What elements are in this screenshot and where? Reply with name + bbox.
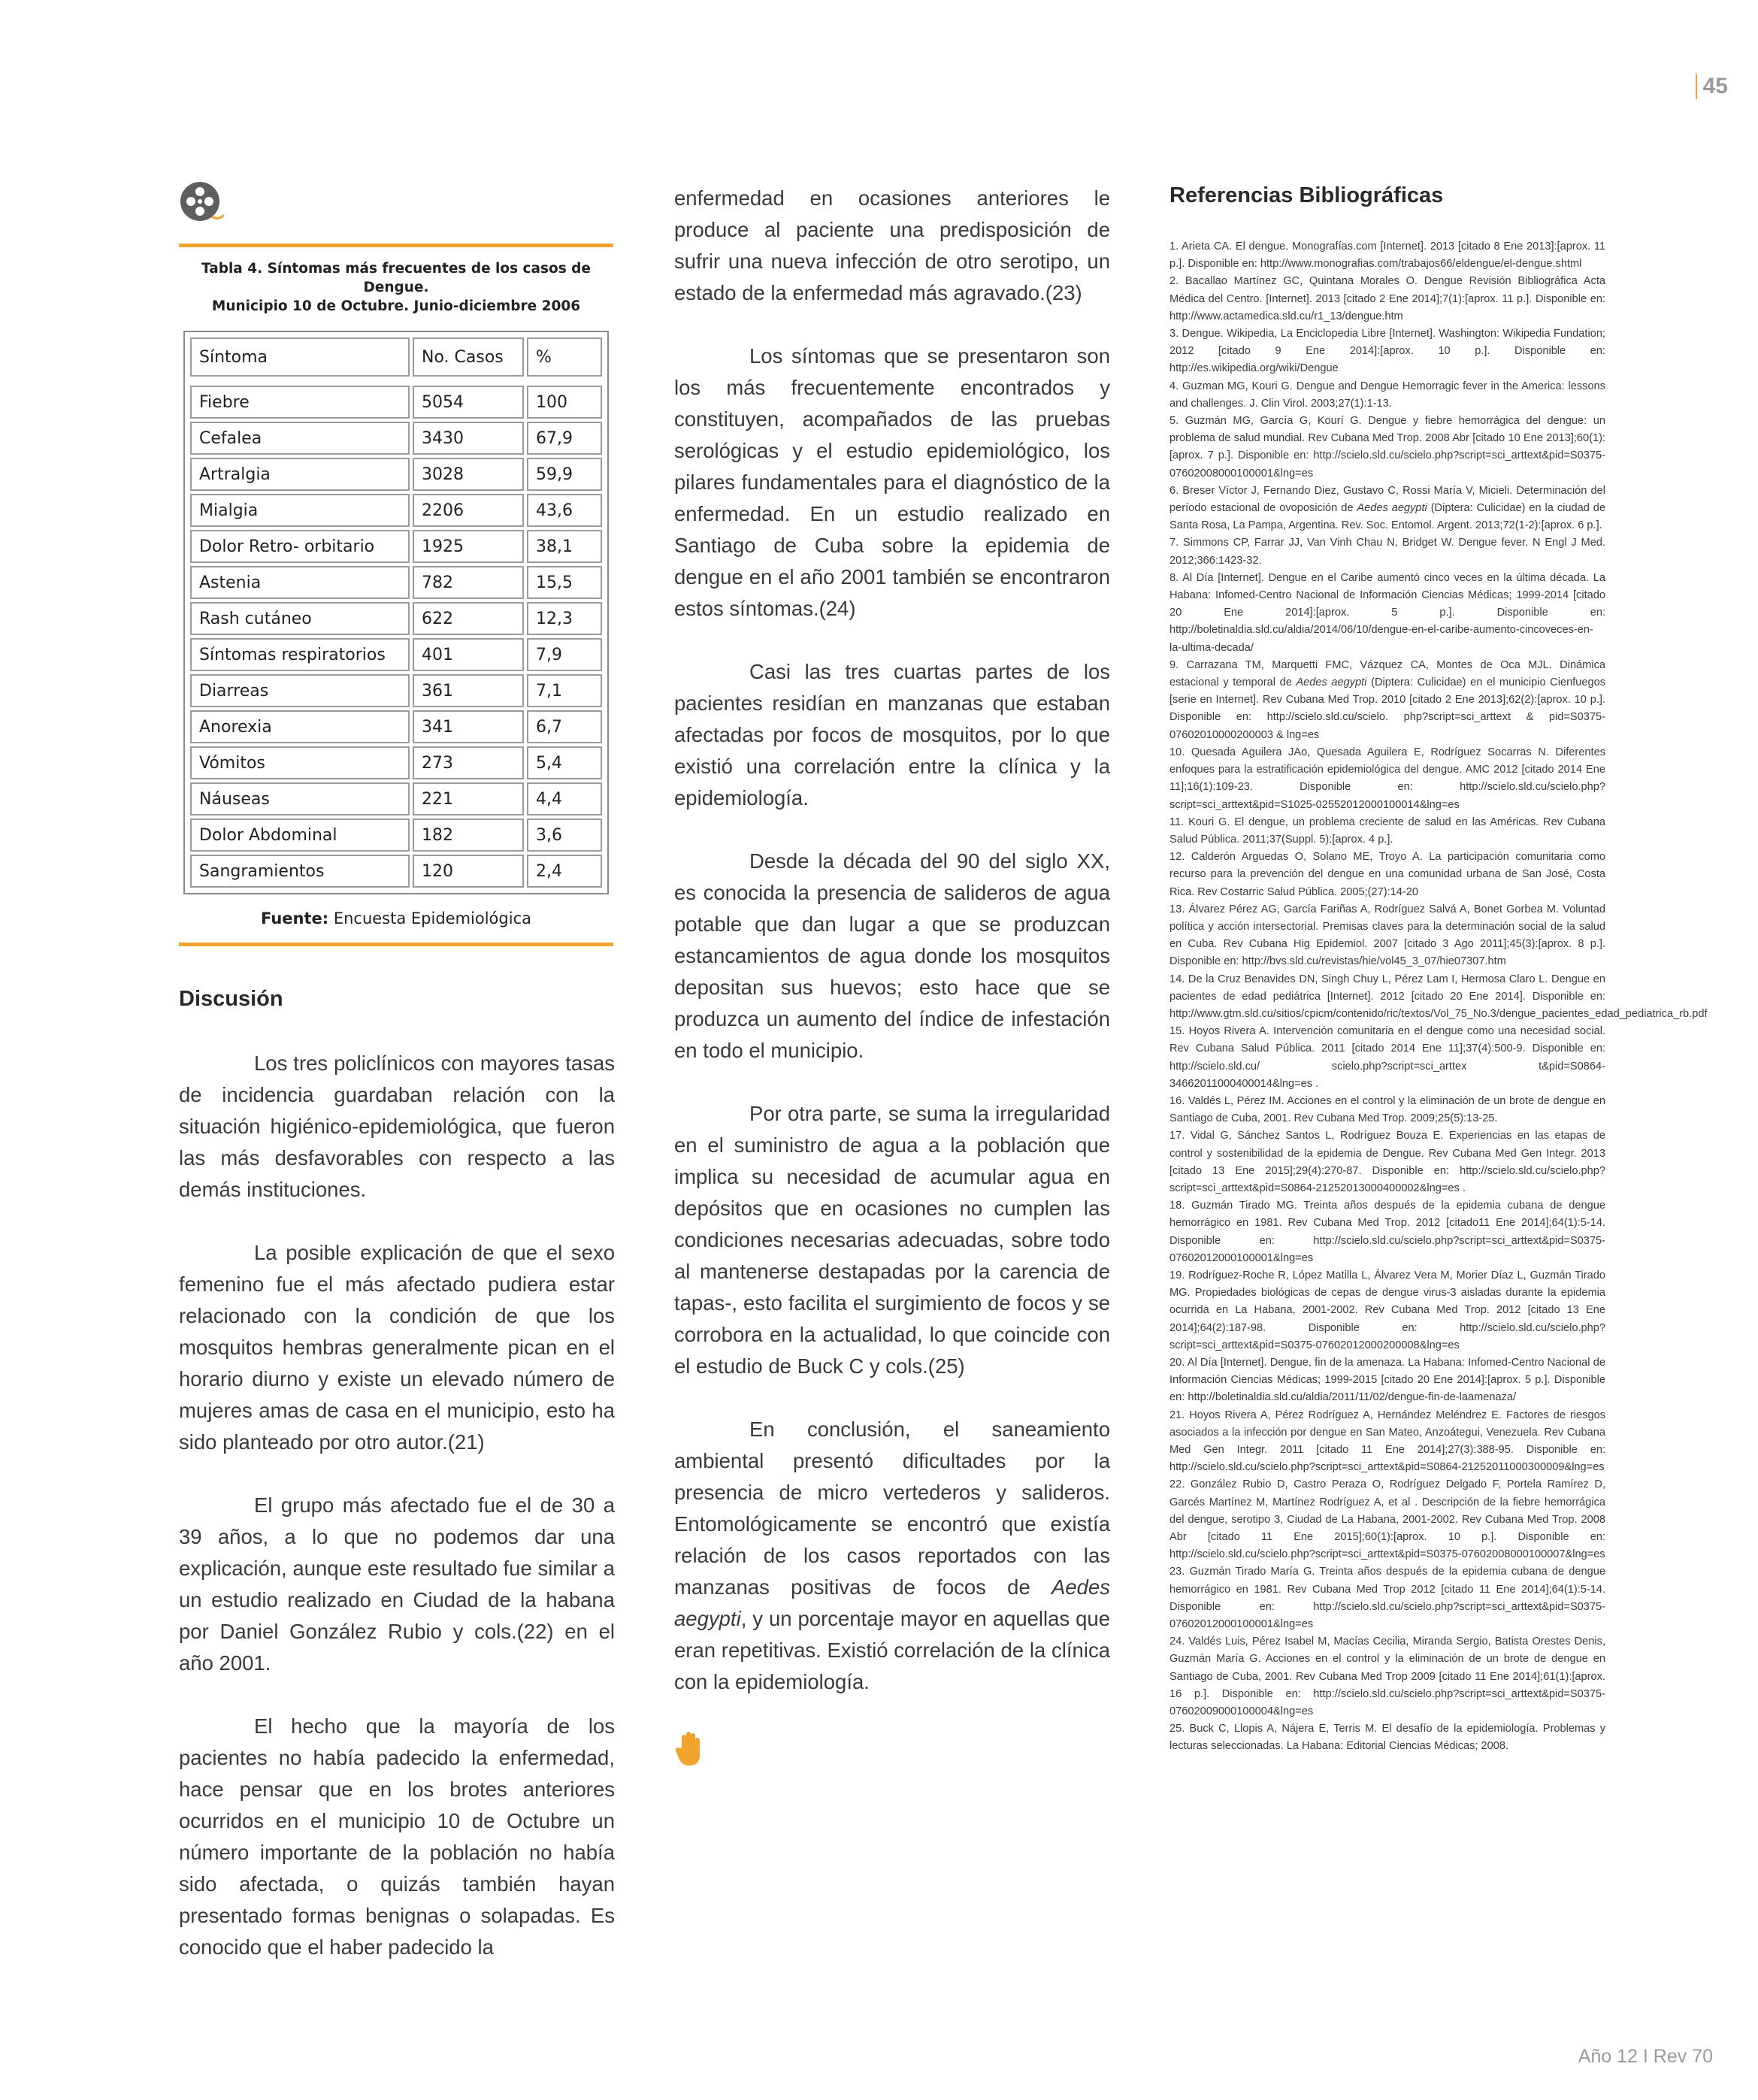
table-cell: 7,9 [527,638,602,671]
reference-item: 14. De la Cruz Benavides DN, Singh Chuy L, Pérez Lam I, Hermosa Claro L. Dengue en pacientes de edad pediátrica [Internet]. 2012 [citado 20 Ene 2014]. Disponible en: http://www.gtm.sld.cu/sitios/cpicm/contenido/ric/textos/Vol_75_No.3/dengue_pacientes_edad_pediatrica_rb.pdf [1169,973,1708,1020]
table-cell: 622 [413,602,524,635]
table-cell: Artralgia [190,458,410,491]
reference-item: 12. Calderón Arguedas O, Solano ME, Troyo A. La participación comunitaria como recurso para la prevención del dengue en una comunidad urbana de San José, Costa Rica. Rev Costarric Salud Pública. 2005;(27):14-20 [1169,851,1605,898]
table-row [190,819,602,852]
table-cell: 59,9 [527,458,602,491]
table-caption-label: Tabla 4. [201,261,263,277]
table-cell: 182 [413,819,524,852]
column-3 [1169,183,1708,1756]
table-cell: 401 [413,638,524,671]
reference-item: 8. Al Día [Internet]. Dengue en el Caribe aumentó cinco veces en la última década. La Habana: Infomed-Centro Nacional de Información Ciencias Médicas; 1999-2014 [citado 20 Ene 2014]:[aprox. 5 p.]. Disponible en: http://boletinaldia.sld.cu/aldia/2014/06/10/dengue-en-el-caribe-aumento-cincoveces-en-la-ultima-decada/ [1169,571,1605,654]
table-cell: 38,1 [527,530,602,563]
symptoms-table [187,334,605,891]
reference-item: 6. Breser Víctor J, Fernando Diez, Gustavo C, Rossi María V, Micieli. Determinación del período estacional de ovoposición de Aedes aegypti (Diptera: Culicidae) en la ciudad de Santa Rosa, La Pampa, Argentina. Rev. Soc. Entomol. Argent. 2013;72(1-2):[aprox. 6 p.]. [1169,484,1605,532]
table-cell: 361 [413,674,524,707]
table-cell: Náuseas [190,782,410,815]
paragraph: Casi las tres cuartas partes de los pacientes residían en manzanas que estaban afectadas por focos de mosquitos, por lo que existió una correlación entre la clínica y la epidemiología. [674,660,1110,809]
table-row [190,458,602,491]
table-row [190,494,602,527]
table-row [190,855,602,888]
reference-item: 7. Simmons CP, Farrar JJ, Van Vinh Chau N, Bridget W. Dengue fever. N Engl J Med. 2012;366:1423-32. [1169,537,1605,567]
paragraph: Los síntomas que se presentaron son los más frecuentemente encontrados y constituyen, acompañados de las pruebas serológicas y el estudio epidemiológico, los pilares fundamentales para el diagnóstico de la enfermedad. En un estudio realizado en Santiago de Cuba sobre la epidemia de dengue en el año 2001 también se encontraron estos síntomas.(24) [674,344,1110,620]
table-row [190,746,602,779]
reference-item: 20. Al Día [Internet]. Dengue, fin de la amenaza. La Habana: Infomed-Centro Nacional de Información Ciencias Médicas; 1999-2015 [citado 20 Ene 2014]:[aprox. 5 p.]. Disponible en: http://boletinaldia.sld.cu/aldia/2011/11/02/dengue-fin-de-laamenaza/ [1169,1357,1605,1404]
table-cell: 5054 [413,386,524,419]
table-cell: 2,4 [527,855,602,888]
hand-icon [674,1729,707,1769]
reference-item: 21. Hoyos Rivera A, Pérez Rodríguez A, Hernández Meléndrez E. Factores de riesgos asociados a la infección por dengue en San Mateo, Anzoátegui, Venezuela. Rev Cubana Med Gen Integr. 2011 [citado 11 Ene 2014];27(3):388-95. Disponible en: http://scielo.sld.cu/scielo.php?script=sci_arttext&pid=S0864-21252011000300009&lng=es [1169,1409,1605,1474]
table-cell: 1925 [413,530,524,563]
paragraph-conclusion [674,1414,1110,1698]
table-header-cell: % [527,337,602,377]
column-2 [674,183,1110,1769]
table-cell: Dolor Retro- orbitario [190,530,410,563]
reference-item: 1. Arieta CA. El dengue. Monografías.com [Internet]. 2013 [citado 8 Ene 2013]:[aprox. 11 p.]. Disponible en: http://www.monografias.com/trabajos66/eldengue/el-dengue.shtml [1169,241,1605,271]
table-cell: Sangramientos [190,855,410,888]
table-row [190,530,602,563]
table-row [190,710,602,743]
table-cell: Dolor Abdominal [190,819,410,852]
reference-item: 4. Guzman MG, Kouri G. Dengue and Dengue Hemorragic fever in the America: lessons and challenges. J. Clin Virol. 2003;27(1):1-13. [1169,380,1605,410]
reference-item: 11. Kouri G. El dengue, un problema creciente de salud en las Américas. Rev Cubana Salud Pública. 2011;37(Suppl. 5):[aprox. 4 p.]. [1169,815,1605,846]
table-cell: Anorexia [190,710,410,743]
reference-item: 19. Rodríguez-Roche R, López Matilla L, Álvarez Vera M, Morier Díaz L, Guzmán Tirado MG. Propiedades biológicas de cepas de dengue virus-3 aisladas durante la epidemia ocurrida en La Habana, 2001-2002. Rev Cubana Med Trop. 2012 [citado 13 Ene 2014];64(2):187-98. Disponible en: http://scielo.sld.cu/scielo.php?script=sci_arttext&pid=S0375-07602012000200008&lng=es [1169,1269,1605,1351]
table-header-cell: No. Casos [413,337,524,377]
references-list [1169,238,1708,1756]
table-cell: 273 [413,746,524,779]
reference-item: 24. Valdés Luis, Pérez Isabel M, Macías Cecilia, Miranda Sergio, Batista Orestes Denis, Guzmán María G. Acciones en el control y la eliminación de un brote de dengue en Santiago de Cuba, 2001. Rev Cubana Med Trop 2009 [citado 11 Ene 2014];61(1):[aprox. 16 p.]. Disponible en: http://scielo.sld.cu/scielo.php?script=sci_arttext&pid=S0375-07602009000100004&lng=es [1169,1636,1605,1718]
paragraph: Por otra parte, se suma la irregularidad en el suministro de agua a la población que implica su necesidad de acumular agua en depósitos que en ocasiones no cumplen las condiciones necesarias adecuadas, sobre todo al mantenerse destapadas por la carencia de tapas-, esto facilita el surgimiento de focos y se corrobora en la actualidad, lo que coincide con el estudio de Buck C y cols.(25) [674,1102,1110,1378]
discussion-text [179,1048,615,1963]
paragraph: Los tres policlínicos con mayores tasas de incidencia guardaban relación con la situación higiénico-epidemiológica, que fueron las más desfavorables con respecto a las demás instituciones. [179,1052,615,1201]
table-header-row [190,337,602,377]
symptoms-table-box [183,331,609,894]
table-row [190,602,602,635]
table-cell: 7,1 [527,674,602,707]
table-cell: 120 [413,855,524,888]
table-source-label: Fuente: [261,909,329,927]
discussion-heading: Discusión [179,987,283,1011]
table-caption-line2: Municipio 10 de Octubre. Junio-diciembre 2006 [211,298,581,314]
table-cell: 15,5 [527,566,602,599]
table-cell: Diarreas [190,674,410,707]
table-cell: 3028 [413,458,524,491]
footer-issue: Año 12 I Rev 70 [1578,2046,1713,2067]
reference-item: 2. Bacallao Martínez GC, Quintana Morales O. Dengue Revisión Bibliográfica Acta Médica del Centro. [Internet]. 2013 [citado 2 Ene 2014];7(1):[aprox. 11 p.]. Disponible en: http://www.actamedica.sld.cu/r1_13/dengue.htm [1169,275,1605,322]
table-cell: 12,3 [527,602,602,635]
table-cell: Cefalea [190,422,410,455]
table-row [190,638,602,671]
species-name: Aedes aegypti [674,1575,1110,1630]
table-cell: 341 [413,710,524,743]
table-cell: 2206 [413,494,524,527]
table-row [190,386,602,419]
reference-item: 3. Dengue. Wikipedia, La Enciclopedia Libre [Internet]. Washington: Wikipedia Fundation; 2012 [citado 9 Ene 2014]:[aprox. 10 p.]. Disponible en: http://es.wikipedia.org/wiki/Dengue [1169,328,1605,375]
orange-rule-bottom [179,943,613,946]
table-cell: Mialgia [190,494,410,527]
column-2-text [674,183,1110,1698]
orange-rule-top [179,244,613,247]
table-row [190,782,602,815]
paragraph: enfermedad en ocasiones anteriores le produce al paciente una predisposición de sufrir una nueva infección de otro serotipo, un estado de la enfermedad más agravado.(23) [674,186,1110,304]
table-cell: 782 [413,566,524,599]
conclusion-text-a: En conclusión, el saneamiento ambiental presentó dificultades por la presencia de micro vertederos y salideros. Entomológicamente se encontró que existía relación de los casos reportados con las manzanas positivas de focos de [674,1418,1110,1599]
table-cell: 6,7 [527,710,602,743]
reference-item: 17. Vidal G, Sánchez Santos L, Rodríguez Bouza E. Experiencias en las etapas de control y sostenibilidad de la epidemia de Dengue. Rev Cubana Med Gen Integr. 2013 [citado 13 Ene 2015];29(4):270-87. Disponible en: http://scielo.sld.cu/scielo.php?script=sci_arttext&pid=S0864-21252013000400002&lng=es . [1169,1130,1605,1194]
reference-item: 10. Quesada Aguilera JAo, Quesada Aguilera E, Rodríguez Socarras N. Diferentes enfoques para la estratificación epidemiológica del dengue. AMC 2012 [citado 2014 Ene 11];16(1):109-23. Disponible en: http://scielo.sld.cu/scielo.php?script=sci_arttext&pid=S1025-02552012000100014&lng=es [1169,746,1605,811]
reference-item: 16. Valdés L, Pérez IM. Acciones en el control y la eliminación de un brote de dengue en Santiago de Cuba, 2001. Rev Cubana Med Trop. 2009;25(5):13-25. [1169,1094,1605,1125]
paragraph: El hecho que la mayoría de los pacientes no había padecido la enfermedad, hace pensar que en los brotes anteriores ocurridos en el municipio 10 de Octubre un número importante de la población no había sido afectada, o quizás también hayan presentado formas benignas o solapadas. Es conocido que el haber padecido la [179,1714,615,1959]
reference-item: 18. Guzmán Tirado MG. Treinta años después de la epidemia cubana de dengue hemorrágico en 1981. Rev Cubana Med Trop. 2012 [citado11 Ene 2014];64(1):5-14. Disponible en: http://scielo.sld.cu/scielo.php?script=sci_arttext&pid=S0375-07602012000100001&lng=es [1169,1200,1605,1264]
table-cell: 100 [527,386,602,419]
reference-item: 25. Buck C, Llopis A, Nájera E, Terris M. El desafío de la epidemiología. Problemas y lecturas seleccionadas. La Habana: Editorial Ciencias Médicas; 2008. [1169,1723,1605,1753]
table-cell: 67,9 [527,422,602,455]
table-cell: 4,4 [527,782,602,815]
page-number: 45 [1696,74,1728,99]
film-reel-icon [179,180,227,225]
table-cell: Síntomas respiratorios [190,638,410,671]
table-header-cell: Síntoma [190,337,410,377]
table-cell: 3430 [413,422,524,455]
table-cell: 3,6 [527,819,602,852]
table-cell: Vómitos [190,746,410,779]
table-row [190,422,602,455]
reference-item: 15. Hoyos Rivera A. Intervención comunitaria en el dengue como una necesidad social. Rev Cubana Salud Pública. 2011 [citado 2014 Ene 11];37(4):500-9. Disponible en: http://scielo.sld.cu/ scielo.php?script=sci_arttex t&pid=S0864-34662011000400014&lng=es . [1169,1025,1605,1090]
table-caption-line1: Síntomas más frecuentes de los casos de Dengue. [267,261,591,295]
table-source-text: Encuesta Epidemiológica [333,909,531,927]
reference-item: 13. Álvarez Pérez AG, García Fariñas A, Rodríguez Salvá A, Bonet Gorbea M. Voluntad política y acción intersectorial. Premisas claves para la determinación social de la salud en Cuba. Rev Cubana Hig Epidemiol. 2007 [citado 3 Ago 2011];45(3):[aprox. 8 p.]. Disponible en: http://bvs.sld.cu/revistas/hie/vol45_3_07/hie07307.htm [1169,903,1605,968]
reference-item: 22. González Rubio D, Castro Peraza O, Rodríguez Delgado F, Portela Ramírez D, Garcés Martínez M, Martínez Rodríguez A, et al . Descripción de la fiebre hemorrágica del dengue, serotipo 3, Ciudad de La Habana, 2001-2002. Rev Cubana Med Trop. 2008 Abr [citado 11 Ene 2015];60(1):[aprox. 10 p.]. Disponible en: http://scielo.sld.cu/scielo.php?script=sci_arttext&pid=S0375-07602008000100007&lng=es [1169,1478,1605,1561]
table-cell: Rash cutáneo [190,602,410,635]
table-figure [179,244,613,946]
reference-item: 23. Guzmán Tirado María G. Treinta años después de la epidemia cubana de dengue hemorrágico en 1981. Rev Cubana Med Trop 2012 [citado 11 Ene 2014];64(1):5-14. Disponible en: http://scielo.sld.cu/scielo.php?script=sci_arttext&pid=S0375-07602012000100001&lng=es [1169,1566,1605,1631]
column-1 [179,180,615,1995]
paragraph: Desde la década del 90 del siglo XX, es conocida la presencia de salideros de agua potable que dan lugar a que se produzcan estancamientos de agua donde los mosquitos depositan sus huevos; esto hace que se produzca un aumento del índice de infestación en todo el municipio. [674,849,1110,1062]
reference-item: 5. Guzmán MG, García G, Kourí G. Dengue y fiebre hemorrágica del dengue: un problema de salud mundial. Rev Cubana Med Trop. 2008 Abr [citado 10 Ene 2013];60(1):[aprox. 7 p.]. Disponible en: http://scielo.sld.cu/scielo.php?script=sci_arttext&pid=S0375-07602008000100001&lng=es [1169,415,1605,480]
table-source [179,909,613,927]
conclusion-text-b: , y un porcentaje mayor en aquellas que eran repetitivas. Existió correlación de la clínica con la epidemiología. [674,1607,1110,1693]
table-cell: 221 [413,782,524,815]
table-cell: Fiebre [190,386,410,419]
table-cell: Astenia [190,566,410,599]
table-cell: 5,4 [527,746,602,779]
paragraph: El grupo más afectado fue el de 30 a 39 años, a lo que no podemos dar una explicación, aunque este resultado fue similar a un estudio realizado en Ciudad de la habana por Daniel González Rubio y cols.(22) en el año 2001. [179,1493,615,1675]
references-heading: Referencias Bibliográficas [1169,183,1444,207]
table-caption [179,259,613,316]
table-cell: 43,6 [527,494,602,527]
reference-item: 9. Carrazana TM, Marquetti FMC, Vázquez CA, Montes de Oca MJL. Dinámica estacional y temporal de Aedes aegypti (Diptera: Culicidae) en el municipio Cienfuegos [serie en Internet]. Rev Cubana Med Trop. 2010 [citado 2 Ene 2013];62(2):[aprox. 10 p.]. Disponible en: http://scielo.sld.cu/scielo. php?script=sci_arttext & pid=S0375-07602010000200003 & lng=es [1169,658,1606,741]
table-row [190,674,602,707]
paragraph: La posible explicación de que el sexo femenino fue el más afectado pudiera estar relacionado con la condición de que los mosquitos hembras generalmente pican en el horario diurno y existe un elevado número de mujeres amas de casa en el municipio, esto ha sido planteado por otro autor.(21) [179,1241,615,1454]
table-row [190,566,602,599]
